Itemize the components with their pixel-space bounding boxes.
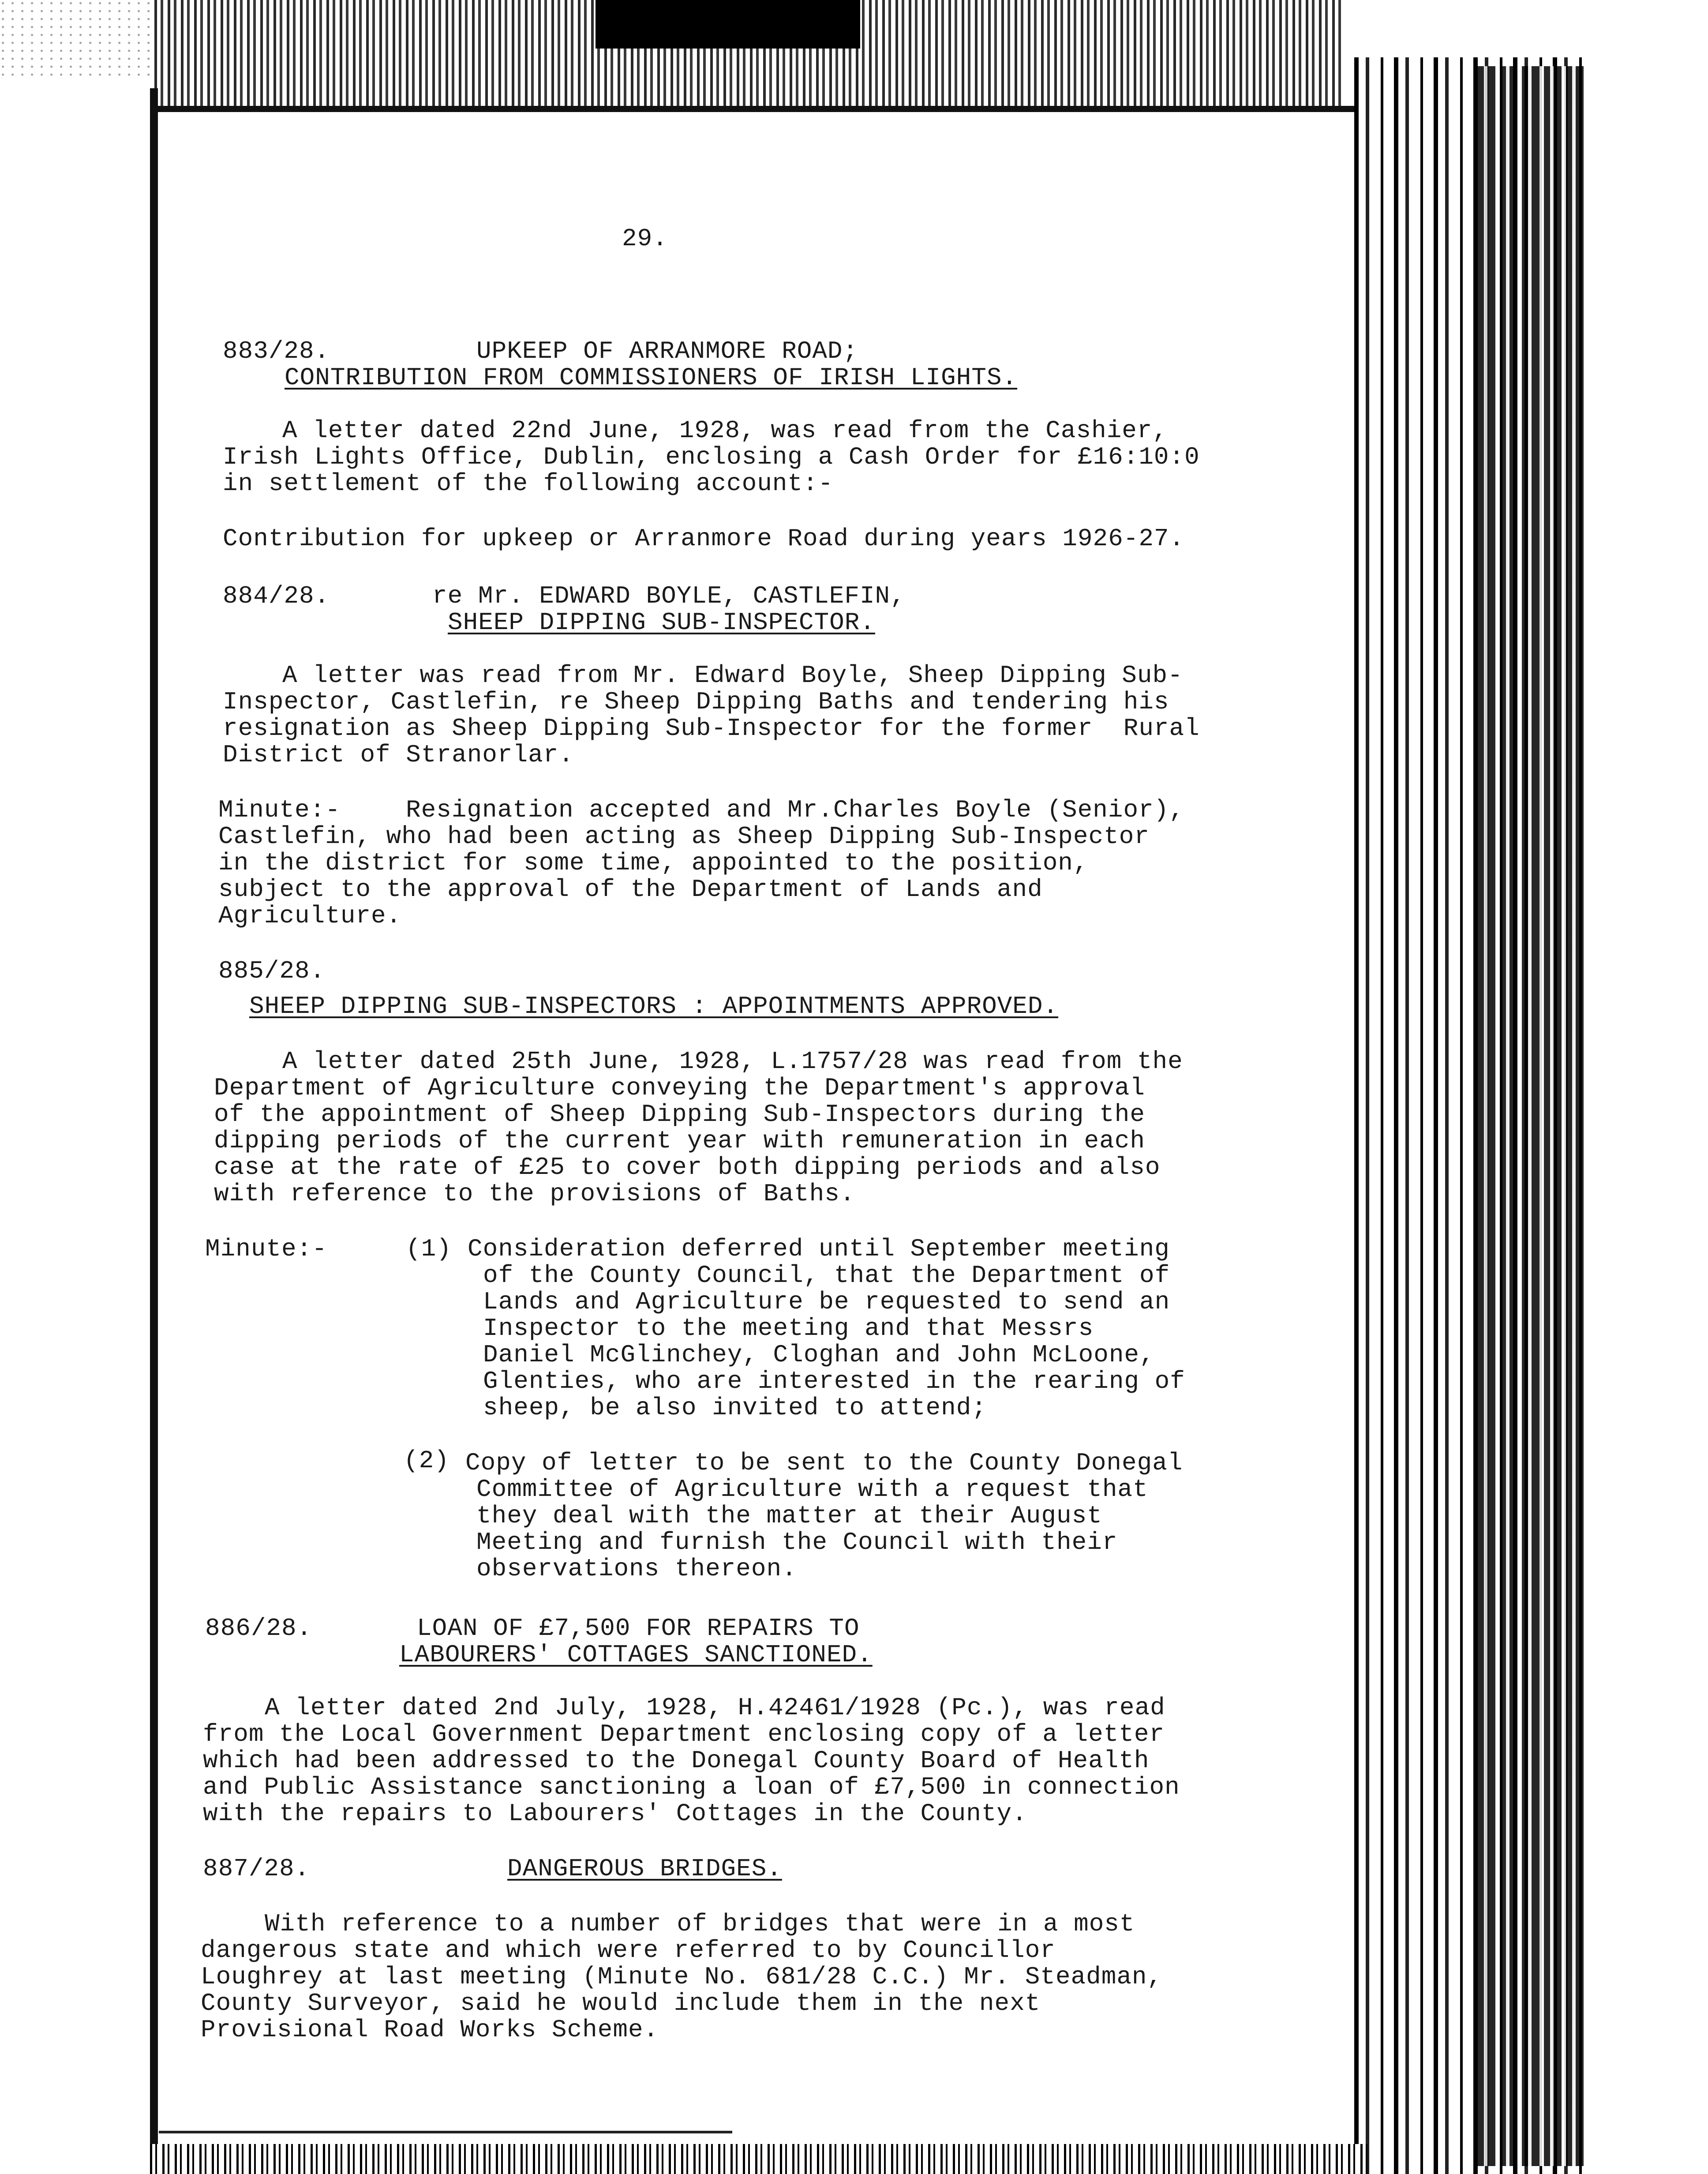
body-line: and Public Assistance sanctioning a loan of £7,500 in connection (203, 1773, 1180, 1801)
minute-line: Daniel McGlinchey, Cloghan and John McLoone, (483, 1341, 1155, 1369)
body-line: With reference to a number of bridges that were in a most (265, 1910, 1135, 1938)
minute-line: observations thereon. (476, 1555, 797, 1583)
minute-label: Minute:- (218, 796, 341, 824)
body-line: with reference to the provisions of Baths. (214, 1180, 855, 1208)
page-top-edge (150, 106, 1376, 112)
body-line: case at the rate of £25 to cover both dipping periods and also (214, 1153, 1161, 1181)
body-line: A letter was read from Mr. Edward Boyle, Sheep Dipping Sub- (282, 661, 1183, 690)
minute-line: they deal with the matter at their August (476, 1502, 1102, 1530)
entry-title: SHEEP DIPPING SUB-INSPECTOR. (448, 608, 875, 637)
body-line: dangerous state and which were referred to by Councillor (201, 1936, 1056, 1964)
body-line: Irish Lights Office, Dublin, enclosing a Cash Order for £16:10:0 (223, 443, 1200, 471)
entry-title: DANGEROUS BRIDGES. (507, 1855, 782, 1883)
minute-line: Meeting and furnish the Council with their (476, 1528, 1118, 1556)
entry-number: 883/28. (223, 337, 330, 365)
body-line: with the repairs to Labourers' Cottages in the County. (203, 1799, 1027, 1828)
account-line: Contribution for upkeep or Arranmore Road during years 1926-27. (223, 525, 1185, 553)
minute-line: Lands and Agriculture be requested to send an (483, 1288, 1170, 1316)
body-line: Provisional Road Works Scheme. (201, 2016, 659, 2044)
minute-line: Copy of letter to be sent to the County Donegal (465, 1449, 1183, 1477)
body-line: dipping periods of the current year with remuneration in each (214, 1127, 1145, 1155)
minute-line: Agriculture. (218, 902, 402, 930)
entry-title: re Mr. EDWARD BOYLE, CASTLEFIN, (432, 582, 906, 610)
minute-line: of the County Council, that the Department of (483, 1261, 1170, 1289)
minute-line: Glenties, who are interested in the rearing of (483, 1367, 1185, 1395)
bottom-page-line (159, 2131, 732, 2133)
body-line: which had been addressed to the Donegal County Board of Health (203, 1747, 1150, 1775)
minute-line: in the district for some time, appointed to the position, (218, 849, 1089, 877)
minute-item-number: (1) (406, 1235, 452, 1263)
body-line: A letter dated 25th June, 1928, L.1757/28 was read from the (282, 1047, 1183, 1076)
minute-line: Inspector to the meeting and that Messrs (483, 1314, 1094, 1342)
minute-line: subject to the approval of the Department of Lands and (218, 875, 1043, 903)
scan-bottom-strip (150, 2144, 1367, 2174)
page-left-edge (150, 88, 158, 2174)
minute-item-number: (2) (404, 1447, 449, 1475)
minute-line: Consideration deferred until September meeting (468, 1235, 1170, 1263)
body-line: in settlement of the following account:- (223, 469, 834, 498)
scan-top-left-speckle (0, 0, 150, 79)
entry-title: CONTRIBUTION FROM COMMISSIONERS OF IRISH LIGHTS. (285, 364, 1018, 392)
body-line: Inspector, Castlefin, re Sheep Dipping Baths and tendering his (223, 688, 1169, 716)
entry-title: SHEEP DIPPING SUB-INSPECTORS : APPOINTMENTS APPROVED. (249, 992, 1059, 1020)
body-line: Department of Agriculture conveying the Department's approval (214, 1074, 1145, 1102)
page-number: 29. (622, 225, 668, 253)
scan-top-dark-block (596, 0, 860, 49)
entry-title: UPKEEP OF ARRANMORE ROAD; (476, 337, 858, 365)
entry-number: 886/28. (205, 1614, 312, 1642)
entry-title: LABOURERS' COTTAGES SANCTIONED. (399, 1641, 873, 1669)
body-line: County Surveyor, said he would include them in the next (201, 1989, 1041, 2017)
body-line: District of Stranorlar. (223, 741, 574, 769)
book-page-edges-shade (1478, 66, 1584, 2166)
entry-number: 885/28. (218, 957, 326, 985)
entry-title: LOAN OF £7,500 FOR REPAIRS TO (417, 1614, 860, 1642)
body-line: A letter dated 22nd June, 1928, was read from the Cashier, (282, 416, 1168, 445)
minute-line: sheep, be also invited to attend; (483, 1394, 987, 1422)
entry-number: 887/28. (203, 1855, 310, 1883)
body-line: of the appointment of Sheep Dipping Sub-Inspectors during the (214, 1100, 1145, 1128)
minute-line: Castlefin, who had been acting as Sheep Dipping Sub-Inspector (218, 822, 1150, 851)
body-line: resignation as Sheep Dipping Sub-Inspector for the former Rural (223, 714, 1200, 742)
body-line: Loughrey at last meeting (Minute No. 681/28 C.C.) Mr. Steadman, (201, 1963, 1163, 1991)
minute-line: Committee of Agriculture with a request that (476, 1475, 1148, 1503)
minute-line: Resignation accepted and Mr.Charles Boyle (Senior), (406, 796, 1184, 824)
minute-label: Minute:- (205, 1235, 327, 1263)
body-line: from the Local Government Department enclosing copy of a letter (203, 1720, 1165, 1748)
body-line: A letter dated 2nd July, 1928, H.42461/1928 (Pc.), was read (265, 1694, 1165, 1722)
entry-number: 884/28. (223, 582, 330, 610)
